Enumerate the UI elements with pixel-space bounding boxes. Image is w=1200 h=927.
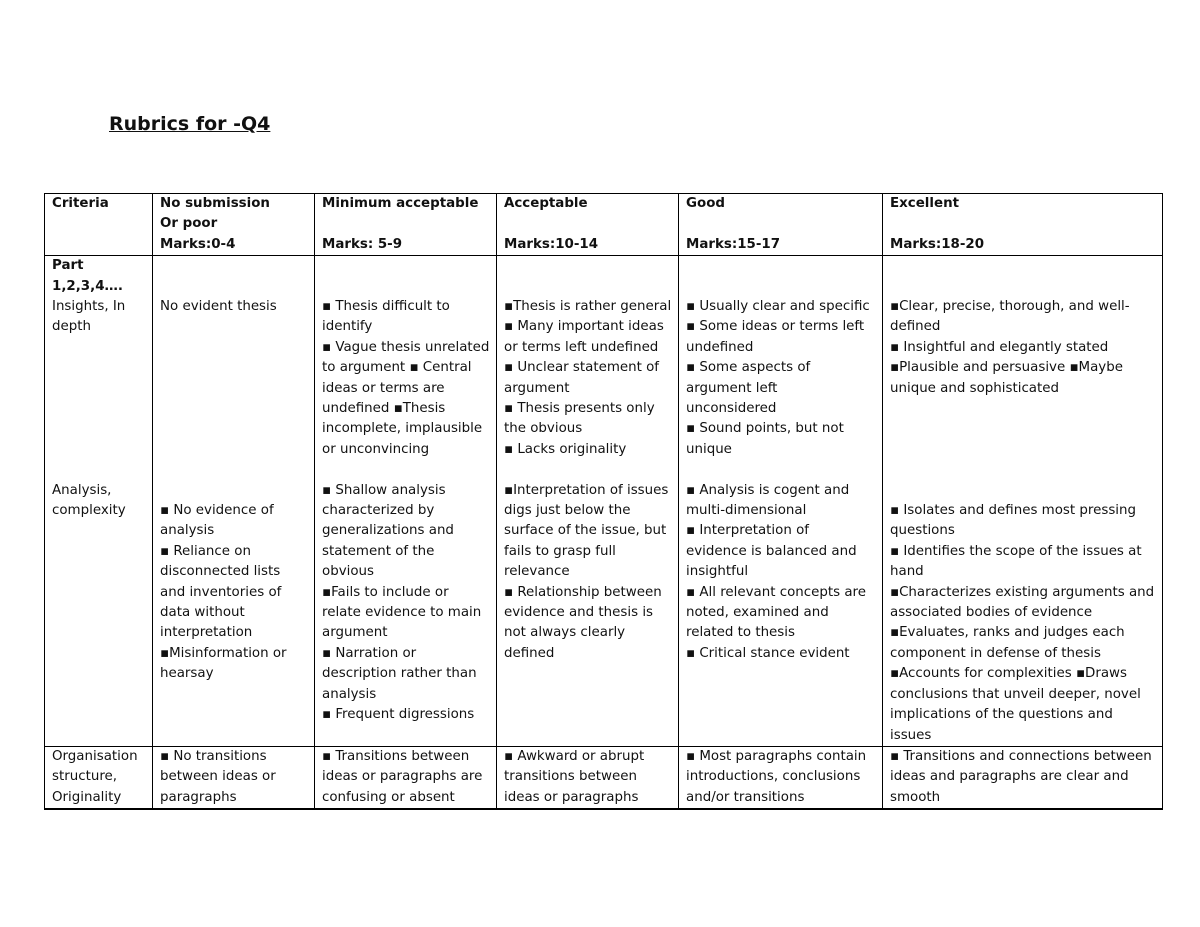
cell-acceptable: ▪Thesis is rather general ▪ Many important ideas or terms left undefined ▪ Unclear statement of argument ▪ Thesis presents only the obvious ▪ Lacks originality ▪Interpretation of issues digs just below the surface of the issue, but fails to grasp full relevance ▪ Relationship between evidence and thesis is not always clearly defined (497, 256, 679, 747)
criteria-cell-organisation: Organisation structure, Originality (45, 746, 153, 809)
header-marks: Marks:0-4 (160, 236, 236, 252)
header-criteria: Criteria (45, 194, 153, 256)
header-no-submission (153, 194, 315, 256)
header-marks: Marks: 5-9 (322, 236, 403, 252)
table-row-organisation (45, 746, 1163, 809)
part-label: Part 1,2,3,4…. (52, 258, 124, 294)
header-label: Good (686, 196, 725, 211)
header-row (45, 194, 1163, 256)
criteria-cell-insights-analysis (45, 256, 153, 747)
header-marks: Marks:18-20 (890, 236, 985, 252)
cell-good: ▪ Most paragraphs contain introductions, conclusions and/or transitions (679, 746, 883, 809)
cell-no-submission: No evident thesis ▪ No evidence of analysis ▪ Reliance on disconnected lists and inventories of data without interpretation ▪Misinformation or hearsay (153, 256, 315, 747)
header-acceptable (497, 194, 679, 256)
header-marks: Marks:15-17 (686, 236, 781, 252)
cell-minimum-acceptable: ▪ Transitions between ideas or paragraphs are confusing or absent (315, 746, 497, 809)
cell-good: ▪ Usually clear and specific ▪ Some ideas or terms left undefined ▪ Some aspects of argument left unconsidered ▪ Sound points, but not unique ▪ Analysis is cogent and multi-dimensional ▪ Interpretation of evidence is balanced and insightful ▪ All relevant concepts are noted, examined and related to thesis ▪ Critical stance evident (679, 256, 883, 747)
rubric-table (44, 193, 1163, 810)
header-label: Excellent (890, 196, 959, 211)
cell-minimum-acceptable: ▪ Thesis difficult to identify ▪ Vague thesis unrelated to argument ▪ Central ideas or terms are undefined ▪Thesis incomplete, implausible or unconvincing ▪ Shallow analysis characterized by generalizations and statement of the obvious ▪Fails to include or relate evidence to main argument ▪ Narration or description rather than analysis ▪ Frequent digressions (315, 256, 497, 747)
cell-excellent: ▪Clear, precise, thorough, and well- defined ▪ Insightful and elegantly stated ▪Plausible and persuasive ▪Maybe unique and sophisticated ▪ Isolates and defines most pressing questions ▪ Identifies the scope of the issues at hand ▪Characterizes existing arguments and associated bodies of evidence ▪Evaluates, ranks and judges each component in defense of thesis ▪Accounts for complexities ▪Draws conclusions that unveil deeper, novel implications of the questions and issues (883, 256, 1163, 747)
header-label: Acceptable (504, 196, 588, 211)
cell-excellent: ▪ Transitions and connections between ideas and paragraphs are clear and smooth (883, 746, 1163, 809)
cell-acceptable: ▪ Awkward or abrupt transitions between ideas or paragraphs (497, 746, 679, 809)
page-title: Rubrics for -Q4 (109, 113, 271, 135)
header-label: No submission (160, 196, 270, 211)
cell-no-submission: ▪ No transitions between ideas or paragraphs (153, 746, 315, 809)
header-sublabel: Or poor (160, 216, 218, 232)
header-label: Minimum acceptable (322, 196, 479, 211)
header-minimum-acceptable (315, 194, 497, 256)
header-excellent (883, 194, 1163, 256)
header-marks: Marks:10-14 (504, 236, 599, 252)
table-row-insights-analysis (45, 256, 1163, 747)
header-good (679, 194, 883, 256)
criteria-text: Insights, In depth Analysis, complexity (52, 298, 126, 519)
